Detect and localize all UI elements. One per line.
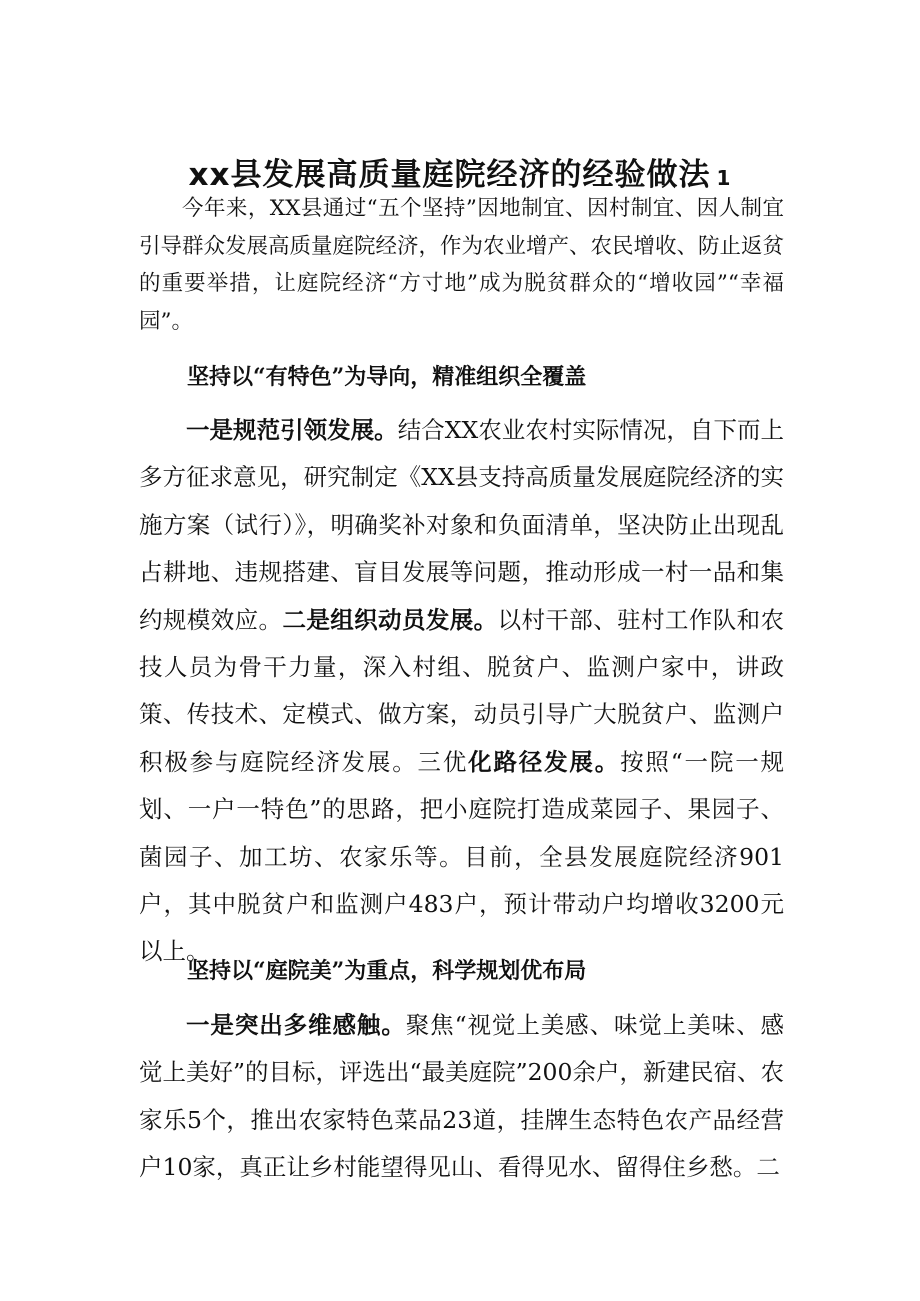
lead-phrase: 一是突出多维感触。 <box>186 1011 406 1039</box>
title-text: xx县发展高质量庭院经济的经验做法 <box>188 156 711 193</box>
lead-phrase: 一是规范引领发展。 <box>186 416 398 444</box>
title-note: 1 <box>716 165 732 190</box>
body-text: 结合XX农业农村实际情况，自下而上多方征求意见，研究制定《XX县支持高质量发展庭院经济的实施方案（试行）》，明确奖补对象和负面清单，坚决防止出现乱占耕地、违规搭建、盲目发展等问题，推动形成一村一品和集约规模效应。 <box>139 416 784 634</box>
body-text: 聚焦“视觉上美感、味觉上美味、感觉上美好”的目标，评选出“最美庭院”200余户，新建民宿、农家乐5个，推出农家特色菜品23道，挂牌生态特色农产品经营户10家，真正让乡村能望得见山、看得见水、留得住乡愁。二 <box>139 1011 785 1182</box>
intro-paragraph: 今年来，XX县通过“五个坚持”因地制宜、因村制宜、因人制宜引导群众发展高质量庭院经济，作为农业增产、农民增收、防止返贫的重要举措，让庭院经济“方寸地”成为脱贫群众的“增收园”“幸福园”。 <box>139 196 785 334</box>
section-1-paragraph <box>139 407 784 976</box>
section-heading-2: 坚持以“庭院美”为重点，科学规划优布局 <box>187 958 587 984</box>
lead-phrase: 化路径发展。 <box>468 747 621 776</box>
section-2-paragraph <box>139 1002 784 1192</box>
body-text: 按照“一院一规划、一户一特色”的思路，把小庭院打造成菜园子、果园子、菌园子、加工坊、农家乐等。目前，全县发展庭院经济901户，其中脱贫户和监测户483户，预计带动户均增收3200元以上。 <box>139 747 785 966</box>
lead-phrase: 二是组织动员发展。 <box>282 605 498 634</box>
body-text: 以村干部、驻村工作队和农技人员为骨干力量，深入村组、脱贫户、监测户家中，讲政策、传技术、定模式、做方案，动员引导广大脱贫户、监测户积极参与庭院经济发展。三优 <box>139 605 785 776</box>
section-heading-1: 坚持以“有特色”为导向，精准组织全覆盖 <box>187 364 587 390</box>
document-title <box>0 149 920 194</box>
